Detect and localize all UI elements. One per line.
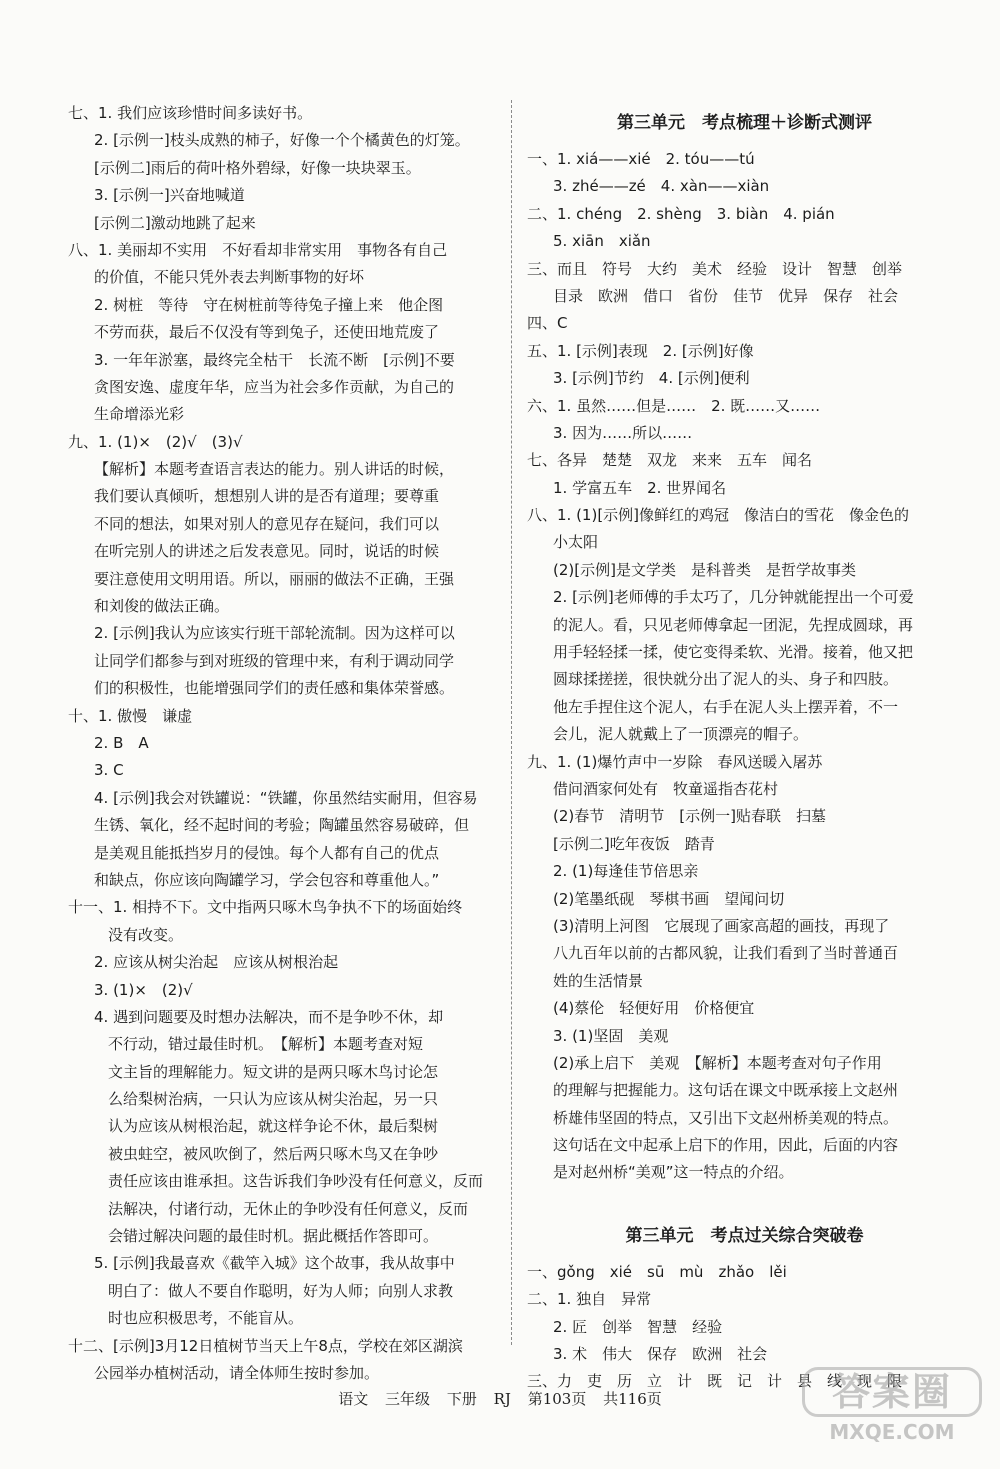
answer-line: (2)承上启下 美观 【解析】本题考查对句子作用 bbox=[553, 1053, 882, 1072]
answer-line: 二、1. 独自 异常 bbox=[527, 1290, 652, 1309]
answer-line: 九、1. (1)爆竹声中一岁除 春风送暖入屠苏 bbox=[527, 752, 823, 771]
answer-line: 的理解与把握能力。这句话在课文中既承接上文赵州 bbox=[553, 1081, 899, 1100]
answer-line: 2. (1)每逢佳节倍思亲 bbox=[553, 862, 699, 881]
answer-line: 明白了：做人不要自作聪明，好为人师；向别人求教 bbox=[108, 1281, 454, 1300]
answer-line: 八、1. (1)[示例]像鲜红的鸡冠 像洁白的雪花 像金色的 bbox=[527, 506, 910, 525]
answer-line: 目录 欧洲 借口 省份 佳节 优异 保存 社会 bbox=[553, 286, 899, 305]
answer-line: [示例二]吃年夜饭 踏青 bbox=[553, 834, 715, 853]
answer-line: 六、1. 虽然……但是…… 2. 既……又…… bbox=[527, 396, 821, 415]
answer-line: (2)笔墨纸砚 琴棋书画 望闻问切 bbox=[553, 889, 785, 908]
answer-line: 【解析】本题考查语言表达的能力。别人讲话的时候， bbox=[94, 460, 455, 479]
footer-volume: 下册 bbox=[446, 1390, 477, 1408]
answer-line: 么给梨树治病，一只认为应该从树尖治起，另一只 bbox=[108, 1090, 439, 1109]
answer-line: 3. 一年年淤塞，最终完全枯干 长流不断 [示例]不要 bbox=[94, 350, 455, 369]
answer-line: 2. 树桩 等待 守在树桩前等待兔子撞上来 他企图 bbox=[94, 295, 444, 314]
answer-line: 一、1. xiá——xié 2. tóu——tú bbox=[527, 150, 755, 168]
answer-line: 的价值，不能只凭外表去判断事物的好坏 bbox=[94, 268, 365, 287]
answer-line: 和缺点，你应该向陶罐学习，学会包容和尊重他人。” bbox=[94, 870, 440, 889]
answer-line: 七、1. 我们应该珍惜时间多读好书。 bbox=[68, 104, 313, 122]
answer-line: 法解决，付诸行动，无休止的争吵没有任何意义，反而 bbox=[108, 1199, 469, 1218]
footer-subject: 语文 bbox=[338, 1390, 369, 1408]
answer-line: 2. 应该从树尖治起 应该从树根治起 bbox=[94, 953, 339, 972]
answer-line: 借问酒家何处有 牧童遥指杏花村 bbox=[553, 779, 779, 798]
answer-line: (2)[示例]是文学类 是科普类 是哲学故事类 bbox=[553, 560, 856, 579]
answer-line: 2. B A bbox=[94, 733, 149, 752]
footer-grade: 三年级 bbox=[385, 1390, 431, 1408]
answer-line: 3. [示例一]兴奋地喊道 bbox=[94, 186, 245, 205]
answer-line: 是美观且能抵挡岁月的侵蚀。每个人都有自己的优点 bbox=[94, 843, 440, 862]
answer-line: (3)清明上河图 它展现了画家高超的画技，再现了 bbox=[553, 916, 890, 935]
answer-line: 1. 学富五车 2. 世界闻名 bbox=[553, 478, 727, 497]
answer-line: 会儿，泥人就戴上了一顶漂亮的帽子。 bbox=[553, 725, 809, 744]
watermark-logo bbox=[802, 1367, 982, 1447]
footer-edition: RJ bbox=[493, 1390, 511, 1408]
answer-line: 小太阳 bbox=[553, 533, 599, 552]
right-column bbox=[527, 100, 962, 1396]
answer-line: 会错过解决问题的最佳时机。据此概括作答即可。 bbox=[108, 1227, 439, 1246]
answer-line: 贪图安逸、虚度年华，应当为社会多作贡献，为自己的 bbox=[94, 377, 455, 396]
answer-line: 三、而且 符号 大约 美术 经验 设计 智慧 创举 bbox=[527, 259, 903, 278]
answer-line: 时也应积极思考，不能盲从。 bbox=[108, 1309, 304, 1328]
answer-line: 不行动，错过最佳时机。 【解析】本题考查对短 bbox=[108, 1035, 424, 1054]
answer-line: 4. [示例]我会对铁罐说：“铁罐，你虽然结实耐用，但容易 bbox=[94, 788, 478, 807]
answer-line: 3. (1)× (2)√ bbox=[94, 980, 193, 999]
answer-line: 二、1. chéng 2. shèng 3. biàn 4. pián bbox=[527, 204, 835, 223]
answer-line: 五、1. [示例]表现 2. [示例]好像 bbox=[527, 341, 754, 360]
watermark-domain: MXQE.COM bbox=[829, 1420, 955, 1444]
answer-line: 2. 匠 创举 智慧 经验 bbox=[553, 1317, 723, 1336]
watermark-logo-text: 答案圈 bbox=[802, 1367, 982, 1417]
answer-line: [示例二]激动地跳了起来 bbox=[94, 213, 256, 232]
answer-line: 我们要认真倾听，想想别人讲的是否有道理；要尊重 bbox=[94, 487, 440, 506]
answer-line: 是对赵州桥“美观”这一特点的介绍。 bbox=[553, 1163, 794, 1182]
answer-line: 3. C bbox=[94, 761, 124, 780]
answer-line: 让同学们都参与到对班级的管理中来，有利于调动同学 bbox=[94, 651, 455, 670]
answer-line: 公园举办植树活动，请全体师生按时参加。 bbox=[94, 1363, 380, 1382]
answer-line: 十二、[示例]3月12日植树节当天上午8点，学校在郊区湖滨 bbox=[68, 1336, 463, 1355]
answer-line: 姓的生活情景 bbox=[553, 971, 644, 990]
answer-line: 3. zhé——zé 4. xàn——xiàn bbox=[553, 177, 770, 196]
answer-line: [示例二]雨后的荷叶格外碧绿，好像一块块翠玉。 bbox=[94, 158, 421, 177]
answer-line: 生命增添光彩 bbox=[94, 405, 185, 424]
answer-line: 用手轻轻揉一揉，使它变得柔软、光滑。接着，他又把 bbox=[553, 643, 914, 662]
answer-line: 3. [示例]节约 4. [示例]便利 bbox=[553, 369, 750, 388]
answer-line: 3. (1)坚固 美观 bbox=[553, 1026, 669, 1045]
answer-line: 不劳而获，最后不仅没有等到兔子，还使田地荒废了 bbox=[94, 323, 440, 342]
answer-line: 的泥人。看，只见老师傅拿起一团泥，先捏成圆球，再 bbox=[553, 615, 914, 634]
answer-line: 他左手捏住这个泥人，右手在泥人头上摆弄着，不一 bbox=[553, 697, 899, 716]
footer-page: 第103页 bbox=[527, 1390, 587, 1408]
answer-line: (2)春节 清明节 [示例一]贴春联 扫墓 bbox=[553, 807, 826, 826]
footer-total: 共116页 bbox=[603, 1390, 662, 1408]
answer-line: (4)蔡伦 轻便好用 价格便宜 bbox=[553, 999, 755, 1018]
answer-line: 们的积极性，也能增强同学们的责任感和集体荣誉感。 bbox=[94, 679, 455, 698]
answer-line: 这句话在文中起承上启下的作用，因此，后面的内容 bbox=[553, 1136, 899, 1155]
answer-line: 八、1. 美丽却不实用 不好看却非常实用 事物各有自己 bbox=[68, 240, 448, 259]
answer-line: 七、各异 楚楚 双龙 来来 五车 闻名 bbox=[527, 451, 813, 470]
left-column bbox=[68, 100, 498, 1387]
answer-line: 八九百年以前的古都风貌，让我们看到了当时普通百 bbox=[553, 944, 899, 963]
answer-line: 桥雄伟坚固的特点，又引出下文赵州桥美观的特点。 bbox=[553, 1108, 899, 1127]
answer-line: 2. [示例]我认为应该实行班干部轮流制。因为这样可以 bbox=[94, 624, 455, 643]
answer-line: 不同的想法，如果对别人的意见存在疑问，我们可以 bbox=[94, 514, 440, 533]
answer-line: 3. 因为……所以…… bbox=[553, 423, 693, 442]
section-1-answers bbox=[527, 146, 962, 1187]
answer-line: 2. [示例一]枝头成熟的柿子，好像一个个橘黄色的灯笼。 bbox=[94, 131, 470, 150]
column-divider bbox=[511, 100, 512, 1345]
answer-line: 一、gǒng xié sū mù zhǎo lěi bbox=[527, 1262, 787, 1281]
answer-line: 文主旨的理解能力。短文讲的是两只啄木鸟讨论怎 bbox=[108, 1062, 439, 1081]
answer-line: 圆球揉搓搓，很快就分出了泥人的头、身子和四肢。 bbox=[553, 670, 899, 689]
answer-line: 在听完别人的讲述之后发表意见。同时，说话的时候 bbox=[94, 542, 440, 561]
answer-line: 十、1. 傲慢 谦虚 bbox=[68, 706, 193, 725]
answer-line: 没有改变。 bbox=[108, 925, 184, 944]
answer-line: 要注意使用文明用语。所以，丽丽的做法不正确，王强 bbox=[94, 569, 455, 588]
answer-line: 四、C bbox=[527, 314, 568, 333]
answer-line: 5. [示例]我最喜欢《截竿入城》这个故事，我从故事中 bbox=[94, 1254, 455, 1273]
answer-line: 2. [示例]老师傅的手太巧了，几分钟就能捏出一个可爱 bbox=[553, 588, 914, 607]
answer-line: 三、力 吏 历 立 计 既 记 计 县 线 现 限 bbox=[527, 1372, 903, 1391]
answer-line: 生锈、氧化，经不起时间的考验；陶罐虽然容易破碎，但 bbox=[94, 816, 470, 835]
answer-line: 十一、1. 相持不下。文中指两只啄木鸟争执不下的场面始终 bbox=[68, 898, 463, 917]
answer-line: 被虫蛀空，被风吹倒了，然后两只啄木鸟又在争吵 bbox=[108, 1144, 439, 1163]
answer-line: 3. 术 伟大 保存 欧洲 社会 bbox=[553, 1345, 768, 1364]
answer-line: 责任应该由谁承担。这告诉我们争吵没有任何意义，反而 bbox=[108, 1172, 484, 1191]
section-title-1: 第三单元 考点梳理＋诊断式测评 bbox=[617, 113, 872, 133]
answer-line: 认为应该从树根治起，就这样争论不休，最后梨树 bbox=[108, 1117, 439, 1136]
answer-line: 4. 遇到问题要及时想办法解决，而不是争吵不休，却 bbox=[94, 1007, 444, 1026]
answer-line: 和刘俊的做法正确。 bbox=[94, 597, 230, 616]
section-title-2: 第三单元 考点过关综合突破卷 bbox=[625, 1225, 864, 1246]
answer-line: 5. xiān xiǎn bbox=[553, 232, 651, 251]
answer-line: 九、1. (1)× (2)√ (3)√ bbox=[68, 432, 243, 451]
